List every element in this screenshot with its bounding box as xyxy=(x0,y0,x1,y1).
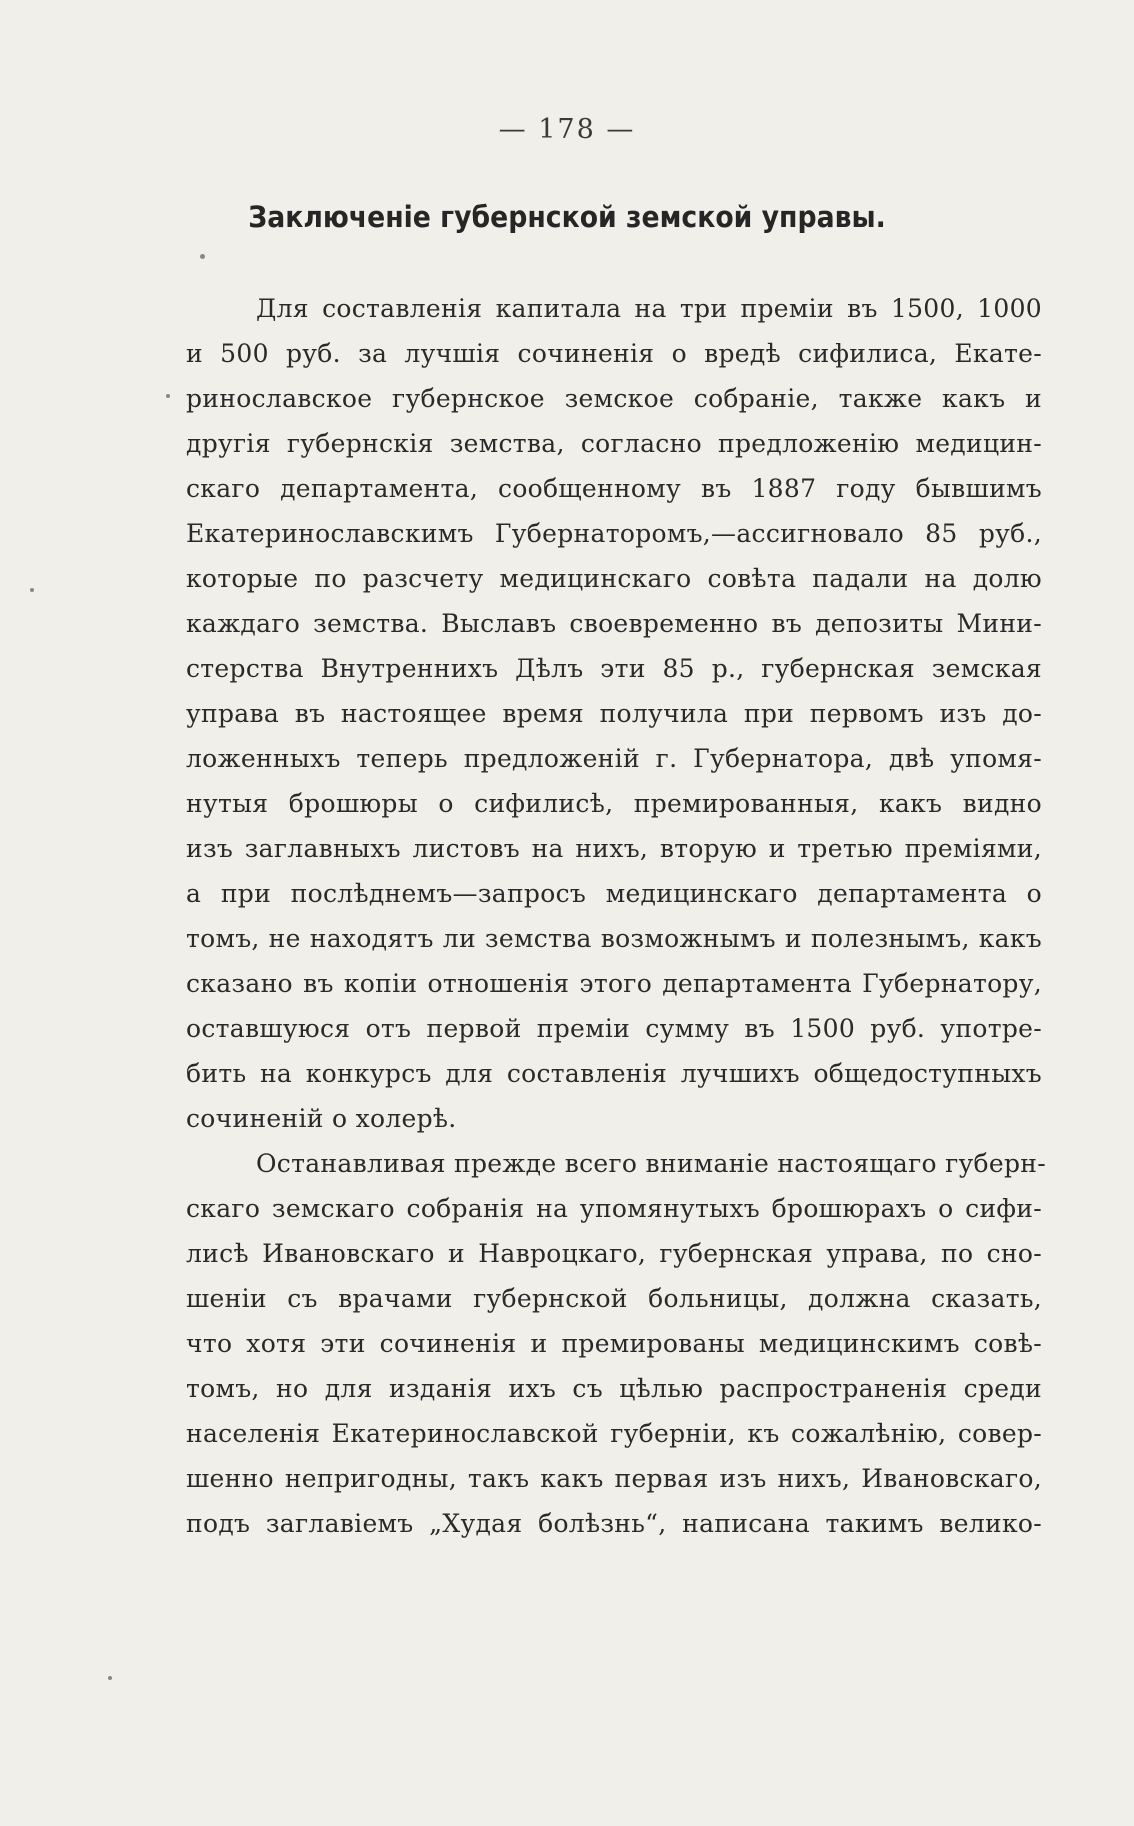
text-line: управа въ настоящее время получила при первомъ изъ до- xyxy=(186,699,1042,728)
text-line: подъ заглавіемъ „Худая болѣзнь“, написана такимъ велико- xyxy=(186,1509,1042,1538)
page-number: — 178 — xyxy=(498,114,636,145)
text-line: ринославское губернское земское собраніе, также какъ и xyxy=(186,384,1042,413)
text-line: что хотя эти сочиненія и премированы медицинскимъ совѣ- xyxy=(186,1329,1042,1358)
paper-speck xyxy=(200,254,205,259)
text-line: оставшуюся отъ первой преміи сумму въ 1500 руб. употре- xyxy=(186,1014,1042,1043)
text-line: населенія Екатеринославской губерніи, къ сожалѣнію, совер- xyxy=(186,1419,1042,1448)
paragraph-2 xyxy=(186,1141,1046,1546)
text-line: бить на конкурсъ для составленія лучшихъ общедоступныхъ xyxy=(186,1059,1042,1088)
text-line: стерства Внутреннихъ Дѣлъ эти 85 р., губернская земская xyxy=(186,654,1042,683)
paper-speck xyxy=(166,394,170,398)
text-line: сказано въ копіи отношенія этого департамента Губернатору, xyxy=(186,969,1042,998)
text-line: томъ, не находятъ ли земства возможнымъ и полезнымъ, какъ xyxy=(186,924,1042,953)
text-line: томъ, но для изданія ихъ съ цѣлью распространенія среди xyxy=(186,1374,1042,1403)
text-line: Останавливая прежде всего вниманіе настоящаго губерн- xyxy=(256,1149,1046,1178)
paper-speck xyxy=(30,588,34,592)
section-heading: Заключенie губернской земской управы. xyxy=(248,200,886,234)
text-line: другія губернскія земства, согласно предложенію медицин- xyxy=(186,429,1042,458)
text-line: каждаго земства. Выславъ своевременно въ депозиты Мини- xyxy=(186,609,1042,638)
text-line: шенно непригодны, такъ какъ первая изъ нихъ, Ивановскаго, xyxy=(186,1464,1042,1493)
text-line: сочиненій о холерѣ. xyxy=(186,1104,457,1133)
text-line: лисѣ Ивановскаго и Навроцкаго, губернская управа, по сно- xyxy=(186,1239,1042,1268)
text-line: скаго департамента, сообщенному въ 1887 году бывшимъ xyxy=(186,474,1042,503)
text-line: ложенныхъ теперь предложеній г. Губернатора, двѣ упомя- xyxy=(186,744,1042,773)
text-line: нутыя брошюры о сифилисѣ, премированныя, какъ видно xyxy=(186,789,1042,818)
text-line: которые по разсчету медицинскаго совѣта падали на долю xyxy=(186,564,1042,593)
text-line: а при послѣднемъ—запросъ медицинскаго департамента о xyxy=(186,879,1042,908)
text-line: изъ заглавныхъ листовъ на нихъ, вторую и третью преміями, xyxy=(186,834,1042,863)
text-line: Екатеринославскимъ Губернаторомъ,—ассигновало 85 руб., xyxy=(186,519,1042,548)
body-text xyxy=(186,286,1046,1546)
paper-speck xyxy=(108,1676,112,1680)
paragraph-1 xyxy=(186,286,1042,1141)
text-line: шеніи съ врачами губернской больницы, должна сказать, xyxy=(186,1284,1042,1313)
text-line: и 500 руб. за лучшія сочиненія о вредѣ сифилиса, Екате- xyxy=(186,339,1042,368)
text-line: Для составленія капитала на три преміи въ 1500, 1000 xyxy=(256,294,1042,323)
text-line: скаго земскаго собранія на упомянутыхъ брошюрахъ о сифи- xyxy=(186,1194,1042,1223)
